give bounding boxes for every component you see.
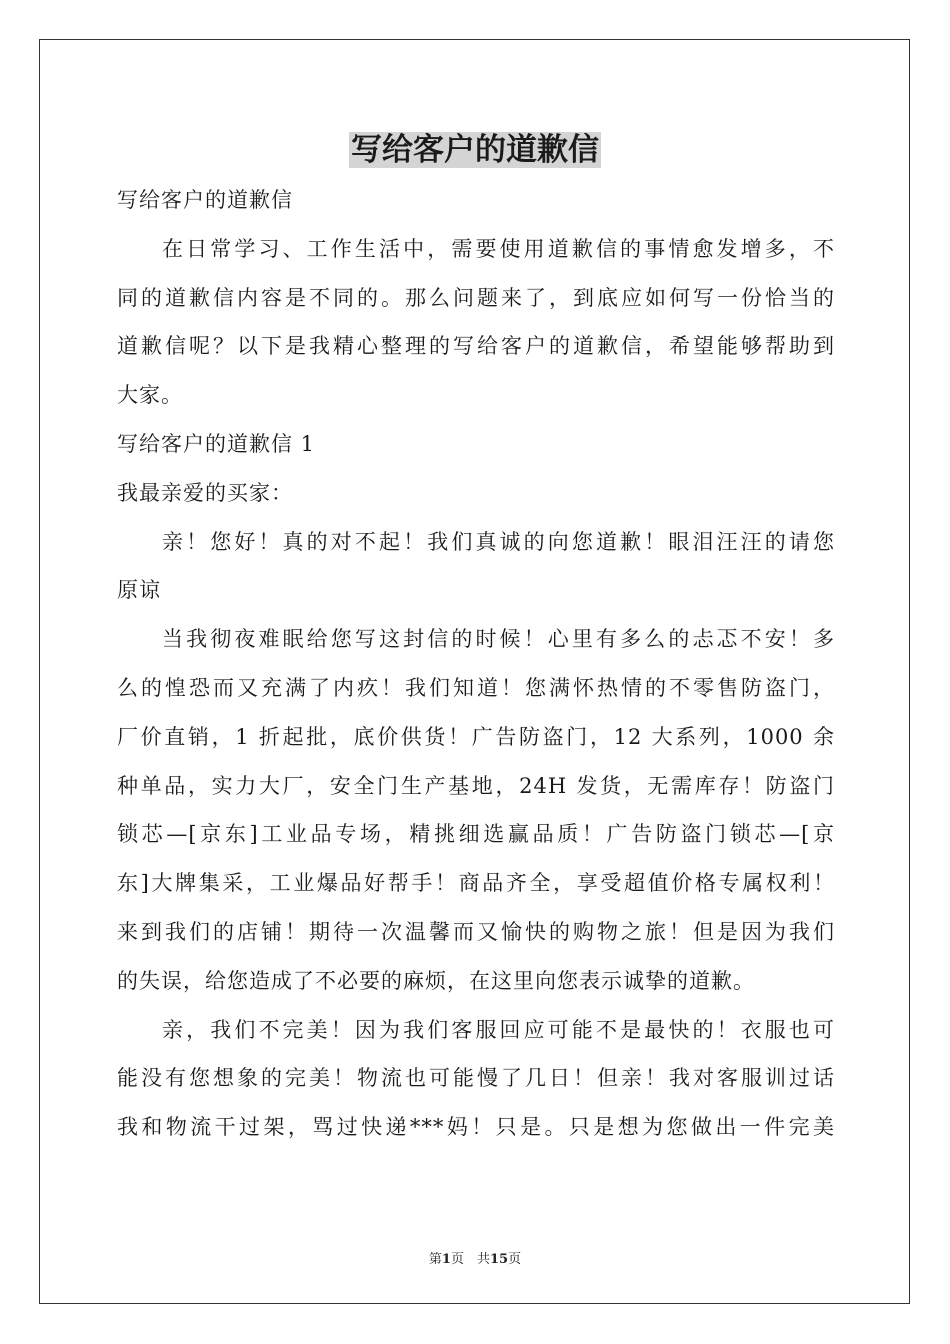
footer-page-suffix: 页 <box>508 1252 522 1267</box>
document-title-text: 写给客户的道歉信 <box>351 132 599 168</box>
text-line: 原谅 <box>117 578 161 603</box>
text-line: 同的道歉信内容是不同的。那么问题来了，到底应如何写一份恰当的 <box>117 285 835 310</box>
text-line: 写给客户的道歉信 1 <box>117 431 316 456</box>
text-line: 写给客户的道歉信 <box>117 188 293 212</box>
text-line: 大家。 <box>117 383 183 408</box>
text-line: 亲！您好！真的对不起！我们真诚的向您道歉！眼泪汪汪的请您 <box>162 529 835 554</box>
page-footer <box>0 1248 950 1267</box>
text-line: 能没有您想象的完美！物流也可能慢了几日！但亲！我对客服训过话 <box>117 1066 835 1091</box>
text-line: 在日常学习、工作生活中，需要使用道歉信的事情愈发增多，不 <box>162 236 835 261</box>
text-line: 厂价直销，1 折起批，底价供货！广告防盗门，12 大系列，1000 余 <box>117 724 835 749</box>
text-line: 东]大牌集采，工业爆品好帮手！商品齐全，享受超值价格专属权利！ <box>117 871 835 896</box>
text-line: 道歉信呢？以下是我精心整理的写给客户的道歉信，希望能够帮助到 <box>117 334 835 359</box>
document-title <box>0 128 950 172</box>
text-line: 我和物流干过架，骂过快递***妈！只是。只是想为您做出一件完美 <box>117 1115 835 1140</box>
text-line: 锁芯—[京东]工业品专场，精挑细选赢品质！广告防盗门锁芯—[京 <box>117 822 835 847</box>
text-line: 的失误，给您造成了不必要的麻烦，在这里向您表示诚挚的道歉。 <box>117 968 755 993</box>
text-line: 种单品，实力大厂，安全门生产基地，24H 发货，无需库存！防盗门 <box>117 773 835 798</box>
text-line: 来到我们的店铺！期待一次温馨而又愉快的购物之旅！但是因为我们 <box>117 919 835 944</box>
footer-page-total: 15 <box>489 1252 509 1267</box>
document-body <box>117 176 835 1152</box>
footer-page-prefix: 第 <box>428 1252 442 1267</box>
footer-page-current: 1 <box>441 1252 451 1267</box>
text-line: 当我彻夜难眠给您写这封信的时候！心里有多么的忐忑不安！多 <box>162 627 835 652</box>
text-line: 亲，我们不完美！因为我们客服回应可能不是最快的！衣服也可 <box>162 1017 835 1042</box>
text-line: 我最亲爱的买家： <box>117 480 293 505</box>
text-line: 么的惶恐而又充满了内疚！我们知道！您满怀热情的不零售防盗门， <box>117 675 835 700</box>
footer-page-mid: 页 共 <box>450 1252 490 1267</box>
